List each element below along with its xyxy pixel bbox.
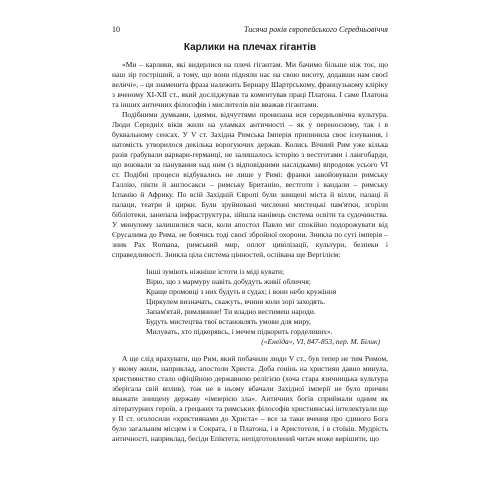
page-header	[112, 24, 388, 36]
poem-line: Циркулем визначать, скажуть, вчини коли зорі заходять.	[146, 297, 326, 306]
section-title: Карлики на плечах гігантів	[183, 42, 317, 53]
running-title: Тисяча років європейського Середньовіччя	[243, 25, 388, 34]
page-content	[112, 42, 388, 444]
poem-line: Вірю, що з мармуру навіть добудуть живії обличчя;	[146, 277, 311, 286]
poem-line: Будуть мистецтва твої встановлять умови для миру,	[146, 317, 311, 326]
paragraph: Подібними думками, ідеями, відчуттями пронизана вся середньовічна культура. Люди Середніх віків жили на уламках античності – як у переносному, так і в буквальному сенсах. У V ст. Західна Римська Імперія припинила своє існування, і натомість утворилося декілька ворогуючих держав. Колись Вічний Рим уже кілька разів грабували варвари-германці, не залишалось історію з вестготами і лангобарди, що воювали за панування над ним (з відповідними наслідками) впродовж усього VI ст. Подібні процеси відбувались не лише у Римі: франки завойовували римську Галлію, пікти й англосакси – римську Британію, вестготи і вандали – римську Іспанію й Африку. По всій Західній Європі були знищені міста й вілли, палаці й палаци, театри й цирки. Були зруйновані численні мистецькі пам'ятки, згоріли бібліотеки, занепала інфраструктура, зійшла нанівець система освіти та судочинства. У минулому залишилися часи, коли апостол Павло міг спокійно подорожувати від Єрусалима до Рима, не боячись тоді своєї збройної охорони. Зникла по суті імперія – зник Pax Romana, римський мир, оплот цивілізації, культури, безпеки і справедливості. Зникла ціла система цінностей, оспівана ще Вергілієм:	[112, 110, 388, 259]
poem-line: Милувать, хто підкорявсь, і мечем підкорить горделивих».	[146, 327, 333, 336]
poem-line: Запам'ятай, римлянине! Ти владно вестимеш народи.	[146, 307, 316, 316]
poem-line: Інші зуміють ніжніше істоти із міді кувати;	[146, 267, 285, 276]
poem-source: («Енеїда», VI, 847-853, пер. М. Білик)	[261, 337, 380, 346]
paragraph: А ще слід врахувати, що Рим, який побачили люди V ст., був тепер не тим Римом, у якому жили, наприклад, апостоли Христа. Доба гонінь на християн давно минула, християнство стало офіційною державною релігією (хоча стара язичницька культура зберігала свій вплив), тож не в ньому вбачали Західної імперії не було причин вважати знищену державу «імперією зла». Античних богів сприймали одним як літературних героїв, а грецьких та римських філософів християнські інтелектуали ще у II ст. оголосили «християнами до Христа» – все за таки вчення про єдиного Бога було загальним місцем і в Сократа, і в Платона, і в Аристотеля, і в стоїків. Мудрість античності, наприклад, бесіди Епіктета, непідготовлений читач може вирішити, що	[112, 354, 388, 443]
poem-quote	[146, 267, 388, 347]
page-number: 10	[112, 25, 120, 34]
poem-line: Краще промовці з них будуть в судах; і вони небо кружіння	[146, 287, 337, 296]
paragraph: «Ми – карлики, які видерлися на плечі гігантам. Ми бачимо більше ніж тоє, що наш зір гостріший, а тому, що вони підняли нас на свою висоту, додавши нам своєї величі», – ця знаменита фраза належить Бернару Шартрському, французькому кліріку з вченому XI-XII ст., який досліджував та коментував праці Платона. І саме Платона та інших античних філософів і мислителів він вважав гігантами.	[112, 60, 388, 109]
